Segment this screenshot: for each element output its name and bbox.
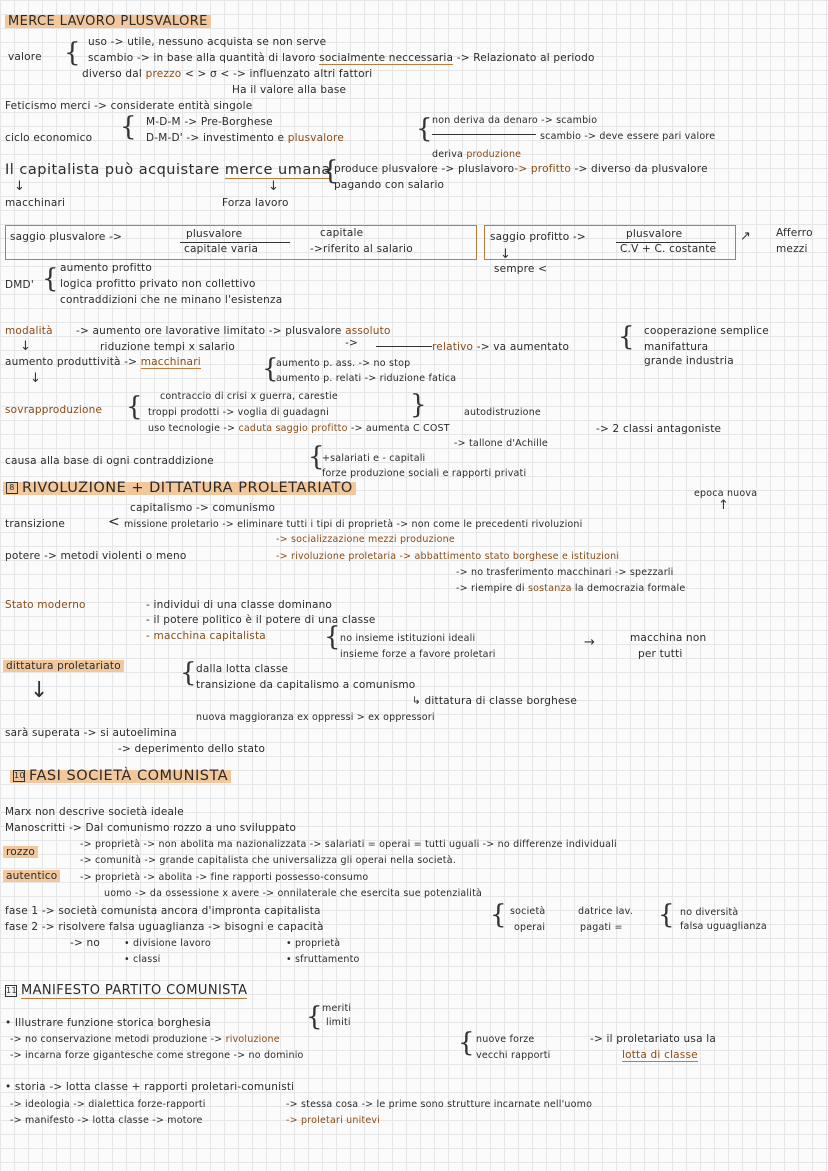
arrow-up-icon: ↑ bbox=[718, 498, 729, 513]
note-incarna: -> incarna forze gigantesche come stregone -> no dominio bbox=[10, 1050, 304, 1061]
note-produce: produce plusvalore -> pluslavoro-> profitto -> diverso da plusvalore bbox=[334, 163, 708, 175]
arrow-down-icon: ↓ bbox=[14, 179, 25, 194]
note-capitalista: Il capitalista può acquistare merce umana bbox=[5, 162, 331, 178]
note-individui: - individui di una classe dominano bbox=[146, 599, 333, 611]
note-dalla-lotta: dalla lotta classe bbox=[196, 663, 289, 675]
note-aumento-ore: -> aumento ore lavorative limitato -> plusvalore assoluto bbox=[76, 325, 391, 337]
note-riempire: -> riempire di sostanza la democrazia formale bbox=[456, 583, 686, 594]
note-afferro: Afferro bbox=[776, 227, 813, 239]
note-potere: potere -> metodi violenti o meno bbox=[5, 550, 187, 562]
note-non-deriva: non deriva da denaro -> scambio bbox=[432, 115, 598, 126]
note-autentico-2: uomo -> da ossessione x avere -> onnilaterale che esercita sue potenzialità bbox=[104, 888, 483, 899]
arrow-right-icon: -> bbox=[345, 337, 358, 349]
section-title-rivoluzione: 8 RIVOLUZIONE + DITTATURA PROLETARIATO bbox=[3, 482, 356, 495]
note-transizione-cap: transizione da capitalismo a comunismo bbox=[196, 679, 416, 691]
label-sovrapproduzione: sovrapproduzione bbox=[5, 404, 103, 416]
label-transizione: transizione bbox=[5, 518, 66, 530]
brace-forze: { bbox=[458, 1028, 475, 1058]
note-classi: • classi bbox=[124, 954, 161, 965]
section-title-merce: MERCE LAVORO PLUSVALORE bbox=[5, 15, 211, 28]
note-sara-superata: sarà superata -> si autoelimina bbox=[5, 727, 177, 739]
note-marx: Marx non descrive società ideale bbox=[5, 806, 184, 818]
note-tallone: -> tallone d'Achille bbox=[454, 438, 548, 449]
label-modalita: modalità bbox=[5, 325, 53, 337]
brace-fase: { bbox=[490, 900, 507, 930]
note-riduzione-tempi: riduzione tempi x salario bbox=[100, 341, 236, 353]
note-nuova-maggioranza: nuova maggioranza ex oppressi > ex oppressori bbox=[196, 712, 435, 723]
note-autodistruzione: autodistruzione bbox=[464, 407, 541, 418]
brace-plusvalore: { bbox=[416, 114, 433, 144]
note-dmd: D-M-D' -> investimento e plusvalore bbox=[146, 132, 344, 144]
arrow-down-icon: ↓ bbox=[30, 371, 41, 386]
note-potere-politico: - il potere politico è il potere di una classe bbox=[146, 614, 376, 626]
brace-sovrapp: { bbox=[126, 392, 143, 422]
chevron-left-icon: < bbox=[108, 514, 120, 530]
note-proprieta: • proprietà bbox=[286, 938, 341, 949]
note-rivoluzione: -> rivoluzione proletaria -> abbattimento stato borghese e istituzioni bbox=[276, 551, 620, 562]
note-ha-valore: Ha il valore alla base bbox=[232, 84, 347, 96]
note-sfruttamento: • sfruttamento bbox=[286, 954, 360, 965]
brace-valore: { bbox=[64, 38, 81, 68]
fraction-denominator: capitale varia bbox=[184, 243, 259, 255]
arrow-down-icon: ↓ bbox=[30, 678, 49, 703]
note-vecchi-rapporti: vecchi rapporti bbox=[476, 1050, 551, 1061]
brace-diversita: { bbox=[658, 900, 675, 930]
arrow-down-icon: ↓ bbox=[500, 247, 511, 262]
note-nuove-forze: nuove forze bbox=[476, 1034, 535, 1045]
note-no-diversita: no diversità bbox=[680, 907, 739, 918]
section-title-manifesto: 11 MANIFESTO PARTITO COMUNISTA bbox=[6, 983, 248, 998]
brace-industria: { bbox=[618, 322, 635, 352]
note-epoca: epoca nuova bbox=[694, 488, 758, 499]
note-contraccio: contraccio di crisi x guerra, carestie bbox=[160, 391, 338, 402]
brace-dmd: { bbox=[42, 264, 59, 294]
note-uso-tecnologie: uso tecnologie -> caduta saggio profitto -> aumenta C COST bbox=[148, 423, 450, 434]
note-troppi: troppi prodotti -> voglia di guadagni bbox=[148, 407, 329, 418]
note-no-trasferimento: -> no trasferimento macchinari -> spezzarli bbox=[456, 567, 674, 578]
note-riferito: ->riferito al salario bbox=[310, 243, 413, 255]
note-due-classi: -> 2 classi antagoniste bbox=[596, 423, 722, 435]
note-capitale: capitale bbox=[320, 227, 364, 239]
note-causa: causa alla base di ogni contraddizione bbox=[5, 455, 214, 467]
label-ciclo: ciclo economico bbox=[5, 132, 93, 144]
note-storia: • storia -> lotta classe + rapporti proletari-comunisti bbox=[5, 1081, 295, 1093]
brace-causa: { bbox=[308, 442, 325, 472]
arrow-down-icon: ↓ bbox=[268, 179, 279, 194]
note-falsa-uguaglianza: falsa uguaglianza bbox=[680, 921, 767, 932]
note-no-insieme: no insieme istituzioni ideali bbox=[340, 633, 476, 644]
note-ideologia: -> ideologia -> dialettica forze-rapporti bbox=[10, 1099, 206, 1110]
divider-line bbox=[432, 134, 536, 135]
note-lotta-classe: lotta di classe bbox=[622, 1049, 698, 1061]
note-operai: operai bbox=[514, 922, 546, 933]
label-autentico: autentico bbox=[3, 870, 60, 883]
note-uso: uso -> utile, nessuno acquista se non serve bbox=[88, 36, 327, 48]
note-autentico-1: -> proprietà -> abolita -> fine rapporti possesso-consumo bbox=[80, 872, 369, 883]
note-societa: società bbox=[510, 906, 546, 917]
divider-line bbox=[376, 346, 432, 347]
brace-produce: { bbox=[322, 156, 339, 186]
note-forze: forze produzione sociali e rapporti privati bbox=[322, 468, 527, 479]
note-per-tutti: per tutti bbox=[638, 648, 683, 660]
note-logica: logica profitto privato non collettivo bbox=[60, 278, 256, 290]
section-title-fasi: 10 FASI SOCIETÀ COMUNISTA bbox=[10, 770, 231, 783]
arrow-right-icon: → bbox=[584, 635, 595, 650]
arrow-right-icon: ↗ bbox=[740, 229, 751, 244]
note-datrice: datrice lav. bbox=[578, 906, 633, 917]
note-scambio: scambio -> in base alla quantità di lavoro socialmente neccessaria -> Relazionato al periodo bbox=[88, 52, 595, 64]
note-cap-com: capitalismo -> comunismo bbox=[130, 502, 276, 514]
note-deriva: deriva produzione bbox=[432, 149, 522, 160]
note-contraddizioni: contraddizioni che ne minano l'esistenza bbox=[60, 294, 283, 306]
note-manifattura: manifattura bbox=[644, 341, 709, 353]
note-relativo: relativo -> va aumentato bbox=[432, 341, 570, 353]
note-pagando: pagando con salario bbox=[334, 179, 445, 191]
note-mezzi: mezzi bbox=[776, 243, 808, 255]
note-feticismo: Feticismo merci -> considerate entità singole bbox=[5, 100, 253, 112]
note-forza-lavoro: Forza lavoro bbox=[222, 197, 289, 209]
brace-aumento: { bbox=[262, 354, 279, 384]
note-dittatura-borghese: ↳ dittatura di classe borghese bbox=[412, 695, 577, 707]
note-insieme-forze: insieme forze a favore proletari bbox=[340, 649, 496, 660]
brace-ciclo: { bbox=[120, 112, 137, 142]
arrow-down-icon: ↓ bbox=[20, 339, 31, 354]
note-stessa-cosa: -> stessa cosa -> le prime sono strutture incarnate nell'uomo bbox=[286, 1099, 593, 1110]
label-saggio-plusvalore: saggio plusvalore -> bbox=[10, 231, 123, 243]
note-divisione: • divisione lavoro bbox=[124, 938, 211, 949]
note-meriti: meriti bbox=[322, 1003, 352, 1014]
note-no: -> no bbox=[70, 937, 101, 949]
note-illustrare: • Illustrare funzione storica borghesia bbox=[5, 1017, 212, 1029]
note-fase-2: fase 2 -> risolvere falsa uguaglianza -> bisogni e capacità bbox=[5, 921, 324, 933]
note-sempre: sempre < bbox=[494, 263, 548, 275]
label-dittatura: dittatura proletariato bbox=[3, 660, 124, 673]
note-proletari: -> proletari unitevi bbox=[286, 1115, 381, 1126]
fraction-numerator: plusvalore bbox=[186, 228, 243, 240]
note-limiti: limiti bbox=[326, 1017, 351, 1028]
label-stato-moderno: Stato moderno bbox=[5, 599, 86, 611]
fraction-numerator: plusvalore bbox=[626, 228, 683, 240]
note-macchina-non: macchina non bbox=[630, 632, 707, 644]
note-socializzazione: -> socializzazione mezzi produzione bbox=[276, 534, 455, 545]
label-rozzo: rozzo bbox=[3, 846, 38, 859]
note-rozzo-2: -> comunità -> grande capitalista che universalizza gli operai nella società. bbox=[80, 855, 456, 866]
note-no-conservazione: -> no conservazione metodi produzione -> rivoluzione bbox=[10, 1034, 280, 1045]
note-aumento-produttivita: aumento produttività -> macchinari bbox=[5, 356, 201, 368]
note-pagati: pagati = bbox=[580, 922, 623, 933]
note-scambio-deve: scambio -> deve essere pari valore bbox=[540, 131, 716, 142]
note-macchina-cap: - macchina capitalista bbox=[146, 630, 266, 642]
note-fase-1: fase 1 -> società comunista ancora d'impronta capitalista bbox=[5, 905, 321, 917]
note-mdm: M-D-M -> Pre-Borghese bbox=[146, 116, 273, 128]
note-missione: missione proletario -> eliminare tutti i tipi di proprietà -> non come le precedenti rivoluzioni bbox=[124, 519, 583, 530]
note-diverso: diverso dal prezzo < > σ < -> influenzato altri fattori bbox=[82, 68, 373, 80]
label-saggio-profitto: saggio profitto -> bbox=[490, 231, 586, 243]
note-grande-industria: grande industria bbox=[644, 355, 734, 367]
note-rozzo-1: -> proprietà -> non abolita ma nazionalizzata -> salariati = operai = tutti uguali -> no differenze individuali bbox=[80, 839, 617, 850]
label-valore: valore bbox=[8, 51, 42, 63]
brace-macchina: { bbox=[324, 622, 341, 652]
brace-autodistr: } bbox=[410, 390, 427, 420]
note-macchinari: macchinari bbox=[5, 197, 66, 209]
brace-dittatura: { bbox=[180, 658, 197, 688]
note-manifesto: -> manifesto -> lotta classe -> motore bbox=[10, 1115, 203, 1126]
note-aumento-rel: aumento p. relati -> riduzione fatica bbox=[276, 373, 457, 384]
note-il-proletariato: -> il proletariato usa la bbox=[590, 1033, 716, 1045]
brace-meriti: { bbox=[306, 1002, 323, 1032]
label-dmd: DMD' bbox=[5, 279, 34, 291]
note-manoscritti: Manoscritti -> Dal comunismo rozzo a uno sviluppato bbox=[5, 822, 297, 834]
note-salariati: +salariati e - capitali bbox=[322, 453, 426, 464]
note-aumento-ass: aumento p. ass. -> no stop bbox=[276, 358, 411, 369]
note-deperimento: -> deperimento dello stato bbox=[118, 743, 266, 755]
note-cooperazione: cooperazione semplice bbox=[644, 325, 769, 337]
note-aumento-profitto: aumento profitto bbox=[60, 262, 152, 274]
fraction-denominator: C.V + C. costante bbox=[620, 243, 717, 255]
